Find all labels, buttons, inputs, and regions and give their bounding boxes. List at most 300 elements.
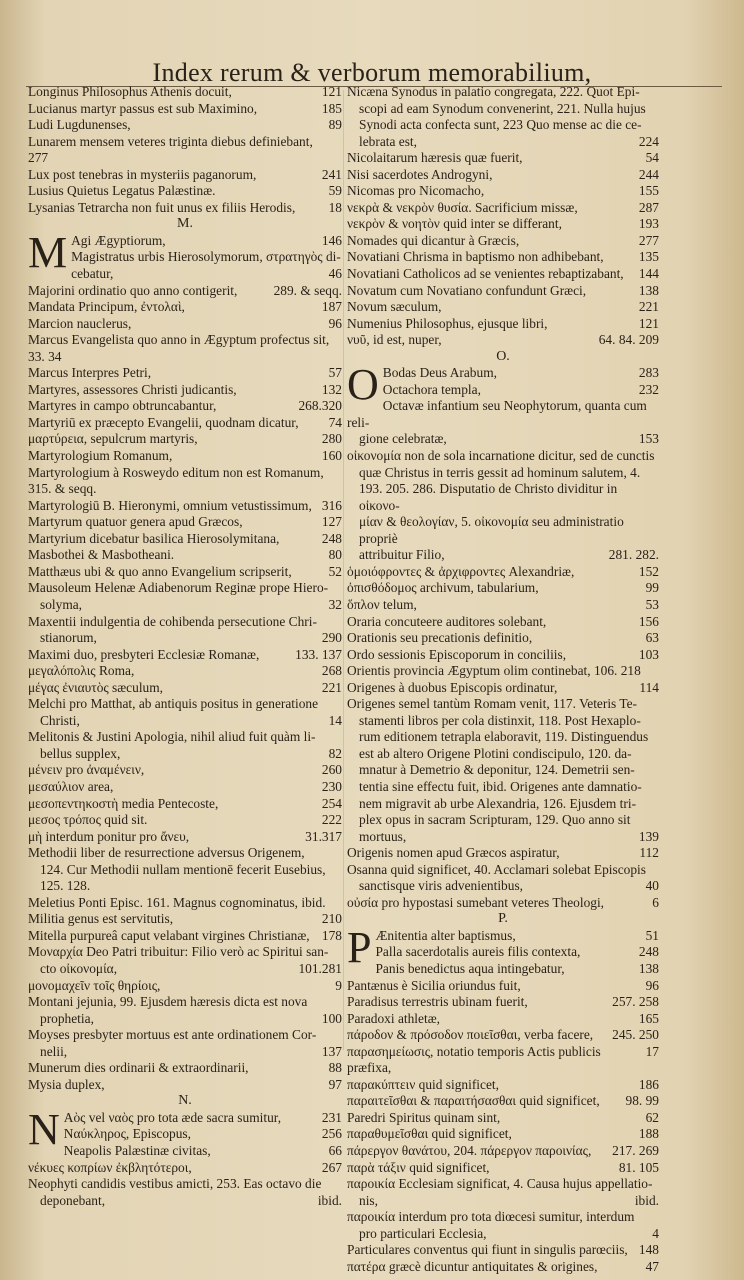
- page-reference: 277: [638, 232, 659, 248]
- index-entry: [347, 647, 659, 664]
- index-entry: [347, 812, 659, 829]
- index-entry: [347, 878, 659, 895]
- page-reference: 268.320: [298, 398, 342, 414]
- index-entry: [347, 796, 659, 813]
- index-entry: [347, 1242, 659, 1259]
- entry-text: Martyrologiū B. Hieronymi, omnium vetustissimum,: [28, 497, 312, 513]
- entry-text: παροικία Ecclesiam significat, 4. Causa hujus appellatio-: [347, 1176, 653, 1192]
- page-reference: 156: [638, 613, 659, 629]
- index-entry: [28, 944, 342, 961]
- section-letter: P.: [498, 911, 508, 927]
- entry-text: μεσοπεντηκοστὴ media Pentecoste,: [28, 795, 219, 811]
- entry-text: Martyres in campo obtruncabantur,: [28, 398, 217, 414]
- index-entry: [347, 200, 659, 217]
- entry-text: Neophyti candidis vestibus amicti, 253. Eas octavo die: [28, 1176, 322, 1192]
- index-entry: [28, 1060, 342, 1077]
- index-entry: [347, 1110, 659, 1127]
- page-reference: 57: [328, 365, 342, 381]
- page-reference: 187: [321, 299, 342, 315]
- page-reference: 101.281: [298, 960, 342, 976]
- page-reference: 103: [638, 646, 659, 662]
- page-reference: 155: [638, 183, 659, 199]
- index-entry: [347, 316, 659, 333]
- entry-text: Lusius Quietus Legatus Palæstinæ.: [28, 183, 216, 199]
- entry-text: πάροδον & πρόσοδον ποιεῖσθαι, verba facere,: [347, 1027, 594, 1043]
- index-entry: [28, 878, 342, 895]
- entry-text: Orationis seu precationis definitio,: [347, 630, 533, 646]
- entry-text: Magistratus urbis Hierosolymorum, στρατηγὸς di-: [71, 249, 341, 265]
- index-entry: [347, 1226, 659, 1243]
- index-entry: [347, 134, 659, 151]
- entry-text: Martyrologium à Rosweydo editum non est Romanum,: [28, 464, 324, 480]
- index-entry: [28, 332, 342, 349]
- page-reference: 97: [328, 1076, 342, 1092]
- page-reference: 46: [328, 266, 342, 282]
- entry-text: Particulares conventus qui fiunt in singulis parœciis,: [347, 1242, 628, 1258]
- page-reference: 54: [645, 150, 659, 166]
- entry-text: Ordo sessionis Episcoporum in conciliis,: [347, 646, 567, 662]
- index-entry: [28, 597, 342, 614]
- index-entry: [347, 465, 659, 482]
- entry-text: μένειν pro ἀναμένειν,: [28, 762, 145, 778]
- page-reference: 137: [321, 1043, 342, 1059]
- entry-text: μίαν & θεολογίαν, 5. οἰκονομία seu administratio propriè: [359, 514, 624, 546]
- entry-text: νυῦ, id est, nuper,: [347, 332, 442, 348]
- index-entry: [28, 167, 342, 184]
- index-entry: [28, 994, 342, 1011]
- entry-text: bellus supplex,: [40, 745, 121, 761]
- entry-text: Novatum cum Novatiano confundunt Græci,: [347, 282, 587, 298]
- entry-text: lebrata est,: [359, 133, 417, 149]
- page-reference: 40: [645, 878, 659, 894]
- entry-text: Ludi Lugdunenses,: [28, 117, 131, 133]
- section-letter: O.: [496, 348, 510, 364]
- index-entry: [347, 1143, 659, 1160]
- entry-text: μαρτύρεια, sepulcrum martyris,: [28, 431, 198, 447]
- entry-text: mortuus,: [359, 828, 407, 844]
- entry-text: μὴ interdum ponitur pro ἄνευ,: [28, 828, 190, 844]
- entry-text: Paradoxi athletæ,: [347, 1010, 440, 1026]
- index-entry: [28, 531, 342, 548]
- entry-text: Maxentii indulgentia de cohibenda persecutione Chri-: [28, 613, 317, 629]
- index-entry: [347, 332, 659, 349]
- index-entry: [347, 84, 659, 101]
- page-reference: 248: [321, 530, 342, 546]
- index-entry: [28, 349, 342, 366]
- entry-text: μεσαύλιον area,: [28, 778, 114, 794]
- index-entry: [347, 216, 659, 233]
- entry-text: Militia genus est servitutis,: [28, 911, 174, 927]
- index-entry: [28, 299, 342, 316]
- index-entry: [347, 1044, 659, 1077]
- section-letter: N.: [178, 1093, 192, 1109]
- page-reference: 121: [321, 84, 342, 99]
- entry-text: παρακύπτειν quid significet,: [347, 1076, 499, 1092]
- page-reference: 62: [645, 1109, 659, 1125]
- entry-text: Maximi duo, presbyteri Ecclesiæ Romanæ,: [28, 646, 260, 662]
- index-entry: [28, 762, 342, 779]
- page-reference: 224: [638, 133, 659, 149]
- entry-text: 277: [28, 150, 49, 166]
- entry-text: solyma,: [40, 596, 83, 612]
- page-reference: 210: [321, 911, 342, 927]
- index-entry: [28, 713, 342, 730]
- index-entry: [347, 283, 659, 300]
- index-entry: [28, 283, 342, 300]
- page-reference: 96: [328, 315, 342, 331]
- index-entry: [28, 150, 342, 167]
- entry-text: νεκρὸν & νοητὸν quid inter se differant,: [347, 216, 562, 232]
- page-reference: 178: [321, 927, 342, 943]
- index-entry: [347, 101, 659, 118]
- index-entry: [347, 233, 659, 250]
- entry-text: Pantænus è Sicilia oriundus fuit,: [347, 977, 521, 993]
- page-reference: 245. 250: [612, 1027, 659, 1043]
- page-reference: 9: [335, 977, 342, 993]
- index-entry: [28, 680, 342, 697]
- index-entry: [347, 249, 659, 266]
- entry-text: nelii,: [40, 1043, 68, 1059]
- index-entry: [28, 796, 342, 813]
- entry-text: nem migravit ab urbe Alexandria, 126. Ejusdem tri-: [359, 795, 637, 811]
- entry-text: Martyres, assessores Christi judicantis,: [28, 381, 237, 397]
- page-reference: 51: [645, 927, 659, 943]
- index-entry: [28, 978, 342, 995]
- entry-text: νέκυες κοπρίων ἐκβλητότεροι,: [28, 1159, 192, 1175]
- index-entry: [28, 431, 342, 448]
- entry-text: παρὰ τάξιν quid significet,: [347, 1159, 490, 1175]
- entry-text: Novum sæculum,: [347, 299, 442, 315]
- index-entry: [347, 117, 659, 134]
- index-entry: [28, 845, 342, 862]
- index-entry: [347, 680, 659, 697]
- entry-text: Montani jejunia, 99. Ejusdem hæresis dicta est nova: [28, 994, 308, 1010]
- index-entry: [28, 101, 342, 118]
- index-entry: [347, 1193, 659, 1210]
- page-reference: 6: [652, 894, 659, 910]
- page-reference: 188: [638, 1126, 659, 1142]
- entry-text: παροικία interdum pro tota diœcesi sumitur, interdum: [347, 1209, 635, 1225]
- index-entry: [28, 961, 342, 978]
- page-reference: 100: [321, 1010, 342, 1026]
- index-entry: [28, 1160, 342, 1177]
- right-column: [347, 84, 659, 1275]
- index-entry: [28, 614, 342, 631]
- entry-text: Martyriū ex præcepto Evangelii, quodnam dicatur,: [28, 414, 299, 430]
- entry-text: scopi ad eam Synodum convenerint, 221. Nulla hujus: [359, 100, 646, 116]
- page-reference: 96: [645, 977, 659, 993]
- entry-text: Melchi pro Matthat, ab antiquis positus in generatione: [28, 696, 319, 712]
- entry-text: Synodi acta confecta sunt, 223 Quo mense ac die ce-: [359, 117, 642, 133]
- entry-text: tentia sine effectu fuit, ibid. Origenes ante damnatio-: [359, 778, 642, 794]
- index-entry: [28, 911, 342, 928]
- index-entry: [28, 547, 342, 564]
- entry-text: Neapolis Palæstinæ civitas,: [63, 1143, 211, 1158]
- page-reference: 257. 258: [612, 994, 659, 1010]
- index-entry: [28, 1011, 342, 1028]
- entry-text: Novatiani Chrisma in baptismo non adhibebant,: [347, 249, 604, 265]
- page-reference: 217. 269: [612, 1143, 659, 1158]
- page-reference: 53: [645, 596, 659, 612]
- index-entry: [347, 862, 659, 879]
- page-reference: 18: [328, 199, 342, 215]
- index-entry: [28, 382, 342, 399]
- index-entry: [347, 564, 659, 581]
- entry-text: Numenius Philosophus, ejusque libri,: [347, 315, 548, 331]
- index-entry: [347, 1077, 659, 1094]
- page-reference: 138: [638, 282, 659, 298]
- entry-text: mnatur à Demetrio & deponitur, 124. Demetrii sen-: [359, 762, 635, 778]
- index-entry: [28, 84, 342, 101]
- page-reference: 63: [645, 630, 659, 646]
- index-entry: [28, 647, 342, 664]
- entry-text: Lux post tenebras in mysteriis paganorum,: [28, 166, 257, 182]
- page-reference: 127: [321, 514, 342, 530]
- entry-text: prophetia,: [40, 1010, 94, 1026]
- index-entry: [347, 150, 659, 167]
- index-entry: [347, 829, 659, 846]
- entry-text: Matthæus ubi & quo anno Evangelium scripserit,: [28, 563, 292, 579]
- entry-text: cto οἰκονομία,: [40, 960, 118, 976]
- entry-text: μεσος τρόπος quid sit.: [28, 812, 148, 828]
- index-entry: [347, 1027, 659, 1044]
- page-reference: 248: [638, 944, 659, 960]
- index-entry: [28, 481, 342, 498]
- page-reference: 133. 137: [295, 646, 342, 662]
- page-reference: 14: [328, 712, 342, 728]
- index-entry: [28, 564, 342, 581]
- index-entry: [28, 663, 342, 680]
- index-entry: [28, 1077, 342, 1094]
- page-reference: 316: [321, 497, 342, 513]
- index-entry: [347, 431, 659, 448]
- entry-text: Mitella purpureâ caput velabant virgines Christianæ,: [28, 927, 310, 943]
- entry-text: Lucianus martyr passus est sub Maximino,: [28, 100, 258, 116]
- page-reference: 132: [321, 381, 342, 397]
- index-entry: [347, 448, 659, 465]
- entry-text: Paradisus terrestris ubinam fuerit,: [347, 994, 528, 1010]
- page-reference: 281. 282.: [608, 547, 659, 563]
- index-entry: [28, 746, 342, 763]
- page-reference: 289. & seqq.: [273, 282, 342, 298]
- entry-text: Nicomas pro Nicomacho,: [347, 183, 485, 199]
- page-reference: 52: [328, 563, 342, 579]
- index-entry: [28, 498, 342, 515]
- entry-text: Nicæna Synodus in palatio congregata, 222. Quot Epi-: [347, 84, 640, 99]
- index-entry: [347, 961, 659, 978]
- page-reference: 47: [645, 1258, 659, 1274]
- index-entry: [28, 829, 342, 846]
- page-reference: 82: [328, 745, 342, 761]
- index-entry: [28, 696, 342, 713]
- entry-text: Ænitentia alter baptismus,: [375, 927, 516, 943]
- entry-text: Origenis nomen apud Græcos aspiratur,: [347, 845, 560, 861]
- page-reference: 221: [321, 679, 342, 695]
- entry-text: Lunarem mensem veteres triginta diebus definiebant,: [28, 133, 313, 149]
- entry-text: Nomades qui dicantur à Græcis,: [347, 232, 520, 248]
- index-entry: [347, 994, 659, 1011]
- page-reference: 89: [328, 117, 342, 133]
- entry-text: Osanna quid significet, 40. Acclamari solebat Episcopis: [347, 861, 646, 877]
- page-reference: 80: [328, 547, 342, 563]
- index-entry: [347, 597, 659, 614]
- index-entry: [28, 415, 342, 432]
- entry-text: Origenes semel tantùm Romam venit, 117. Veteris Te-: [347, 696, 638, 712]
- entry-text: quæ Christus in terris gessit ad hominum salutem, 4.: [359, 464, 641, 480]
- column-separator: [343, 90, 344, 1050]
- index-entry: [347, 1126, 659, 1143]
- entry-text: Octachora templa,: [382, 381, 481, 397]
- entry-text: cebatur,: [71, 266, 114, 282]
- index-entry: [347, 895, 659, 912]
- index-entry: [28, 1126, 342, 1143]
- entry-text: stianorum,: [40, 630, 97, 646]
- index-entry: [347, 944, 659, 961]
- entry-text: Ναύκληρος, Episcopus,: [63, 1126, 191, 1142]
- index-entry: [347, 1011, 659, 1028]
- page-reference: 231: [321, 1109, 342, 1125]
- entry-text: οὐσία pro hypostasi sumebant veteres Theologi,: [347, 894, 605, 910]
- page-reference: 290: [321, 630, 342, 646]
- index-entry: [28, 1176, 342, 1193]
- entry-text: stamenti libros per cola distinxit, 118. Post Hexaplo-: [359, 712, 641, 728]
- index-entry: [347, 547, 659, 564]
- page-reference: 185: [321, 100, 342, 116]
- index-entry: [347, 299, 659, 316]
- index-entry: [28, 630, 342, 647]
- page-reference: 81. 105: [618, 1159, 659, 1175]
- index-entry: [347, 167, 659, 184]
- drop-cap: N: [28, 1104, 60, 1154]
- entry-text: Αὸς vel ναὸς pro tota æde sacra sumitur,: [63, 1109, 282, 1125]
- page-reference: 186: [638, 1076, 659, 1092]
- entry-text: ὀπισθόδομος archivum, tabularium,: [347, 580, 539, 596]
- entry-text: Agi Ægyptiorum,: [71, 232, 166, 248]
- index-entry: [347, 779, 659, 796]
- index-entry: [28, 812, 342, 829]
- index-entry: [28, 266, 342, 283]
- index-entry: [347, 978, 659, 995]
- page-reference: 138: [638, 960, 659, 976]
- entry-text: Majorini ordinatio quo anno contigerit,: [28, 282, 238, 298]
- drop-cap: P: [347, 922, 372, 972]
- entry-text: Origenes à duobus Episcopis ordinatur,: [347, 679, 558, 695]
- entry-text: Μοναρχία Deo Patri tribuitur: Filio verò ac Spiritui san-: [28, 944, 329, 960]
- entry-text: μεγαλόπολις Roma,: [28, 663, 135, 679]
- page-reference: 232: [638, 381, 659, 397]
- entry-text: Oraria concuteere auditores solebant,: [347, 613, 547, 629]
- page-reference: 193: [638, 216, 659, 232]
- page-reference: 241: [321, 166, 342, 182]
- page-reference: 144: [638, 266, 659, 282]
- entry-text: μέγας ἐνιαυτὸς sæculum,: [28, 679, 163, 695]
- page-reference: 152: [638, 563, 659, 579]
- index-entry: [347, 183, 659, 200]
- entry-text: Munerum dies ordinarii & extraordinarii,: [28, 1060, 249, 1076]
- left-column: [28, 84, 342, 1209]
- entry-text: sanctisque viris advenientibus,: [359, 878, 524, 894]
- index-entry: [28, 928, 342, 945]
- page-reference: 165: [638, 1010, 659, 1026]
- index-entry: [347, 663, 659, 680]
- index-entry: [28, 514, 342, 531]
- page-reference: 267: [321, 1159, 342, 1175]
- page-reference: 256: [321, 1126, 342, 1142]
- index-entry: [28, 465, 342, 482]
- entry-text: Melitonis & Justini Apologia, nihil aliud fuit quàm li-: [28, 729, 316, 745]
- index-entry: [347, 630, 659, 647]
- entry-text: Marcus Evangelista quo anno in Ægyptum profectus sit,: [28, 332, 330, 348]
- entry-text: μονομαχεῖν τοῖς θηρίοις,: [28, 977, 161, 993]
- page-reference: 139: [638, 828, 659, 844]
- index-entry: [347, 1209, 659, 1226]
- drop-cap: M: [28, 227, 68, 277]
- index-entry: [28, 200, 342, 217]
- index-entry: [28, 134, 342, 151]
- index-entry: [347, 1093, 659, 1110]
- index-entry: [347, 729, 659, 746]
- page-reference: 17: [645, 1043, 659, 1059]
- entry-text: Palla sacerdotalis aureis filis contexta,: [375, 944, 581, 960]
- index-entry: [347, 746, 659, 763]
- entry-text: Longinus Philosophus Athenis docuit,: [28, 84, 232, 99]
- page-reference: 121: [638, 315, 659, 331]
- index-entry: [347, 481, 659, 514]
- index-entry: [347, 382, 659, 399]
- entry-text: Martyrium dicebatur basilica Hierosolymitana,: [28, 530, 280, 546]
- entry-text: ὅπλον telum,: [347, 596, 417, 612]
- page-reference: 146: [321, 232, 342, 248]
- index-entry: [28, 895, 342, 912]
- page-reference: 74: [328, 414, 342, 430]
- entry-text: Nisi sacerdotes Androgyni,: [347, 166, 493, 182]
- page-reference: 254: [321, 795, 342, 811]
- index-entry: [28, 249, 342, 266]
- page-reference: 160: [321, 448, 342, 464]
- entry-text: 33. 34: [28, 348, 62, 364]
- page-reference: 222: [321, 812, 342, 828]
- page-reference: ibid.: [317, 1192, 342, 1208]
- index-entry: [347, 614, 659, 631]
- entry-text: Marcion nauclerus,: [28, 315, 132, 331]
- entry-text: Meletius Ponti Episc. 161. Magnus cognominatus, ibid.: [28, 894, 326, 910]
- page-reference: 59: [328, 183, 342, 199]
- index-entry: [347, 514, 659, 547]
- entry-text: Mausoleum Helenæ Adiabenorum Reginæ prope Hiero-: [28, 580, 329, 596]
- index-entry: [347, 1259, 659, 1276]
- index-entry: [28, 1193, 342, 1210]
- index-entry: [347, 713, 659, 730]
- index-entry: [347, 762, 659, 779]
- section-letter: M.: [177, 216, 193, 232]
- entry-text: 193. 205. 286. Disputatio de Christo dividitur in οἰκονο-: [359, 481, 618, 513]
- entry-text: οἰκονομία non de sola incarnatione dicitur, sed de cunctis: [347, 448, 655, 464]
- page-reference: 283: [638, 365, 659, 381]
- page-reference: 31.317: [305, 828, 342, 844]
- page-reference: 153: [638, 431, 659, 447]
- entry-text: deponebant,: [40, 1192, 106, 1208]
- entry-text: gione celebratæ,: [359, 431, 447, 447]
- entry-text: 125. 128.: [40, 878, 91, 894]
- entry-text: pro particulari Ecclesia,: [359, 1225, 487, 1241]
- index-entry: [347, 1160, 659, 1177]
- index-entry: [28, 117, 342, 134]
- index-entry: [28, 365, 342, 382]
- index-entry: [347, 580, 659, 597]
- page-reference: 280: [321, 431, 342, 447]
- page-reference: 98. 99: [625, 1093, 659, 1109]
- entry-text: ὁμοιόφροντες & ἀρχιφροντες Alexandriæ,: [347, 563, 575, 579]
